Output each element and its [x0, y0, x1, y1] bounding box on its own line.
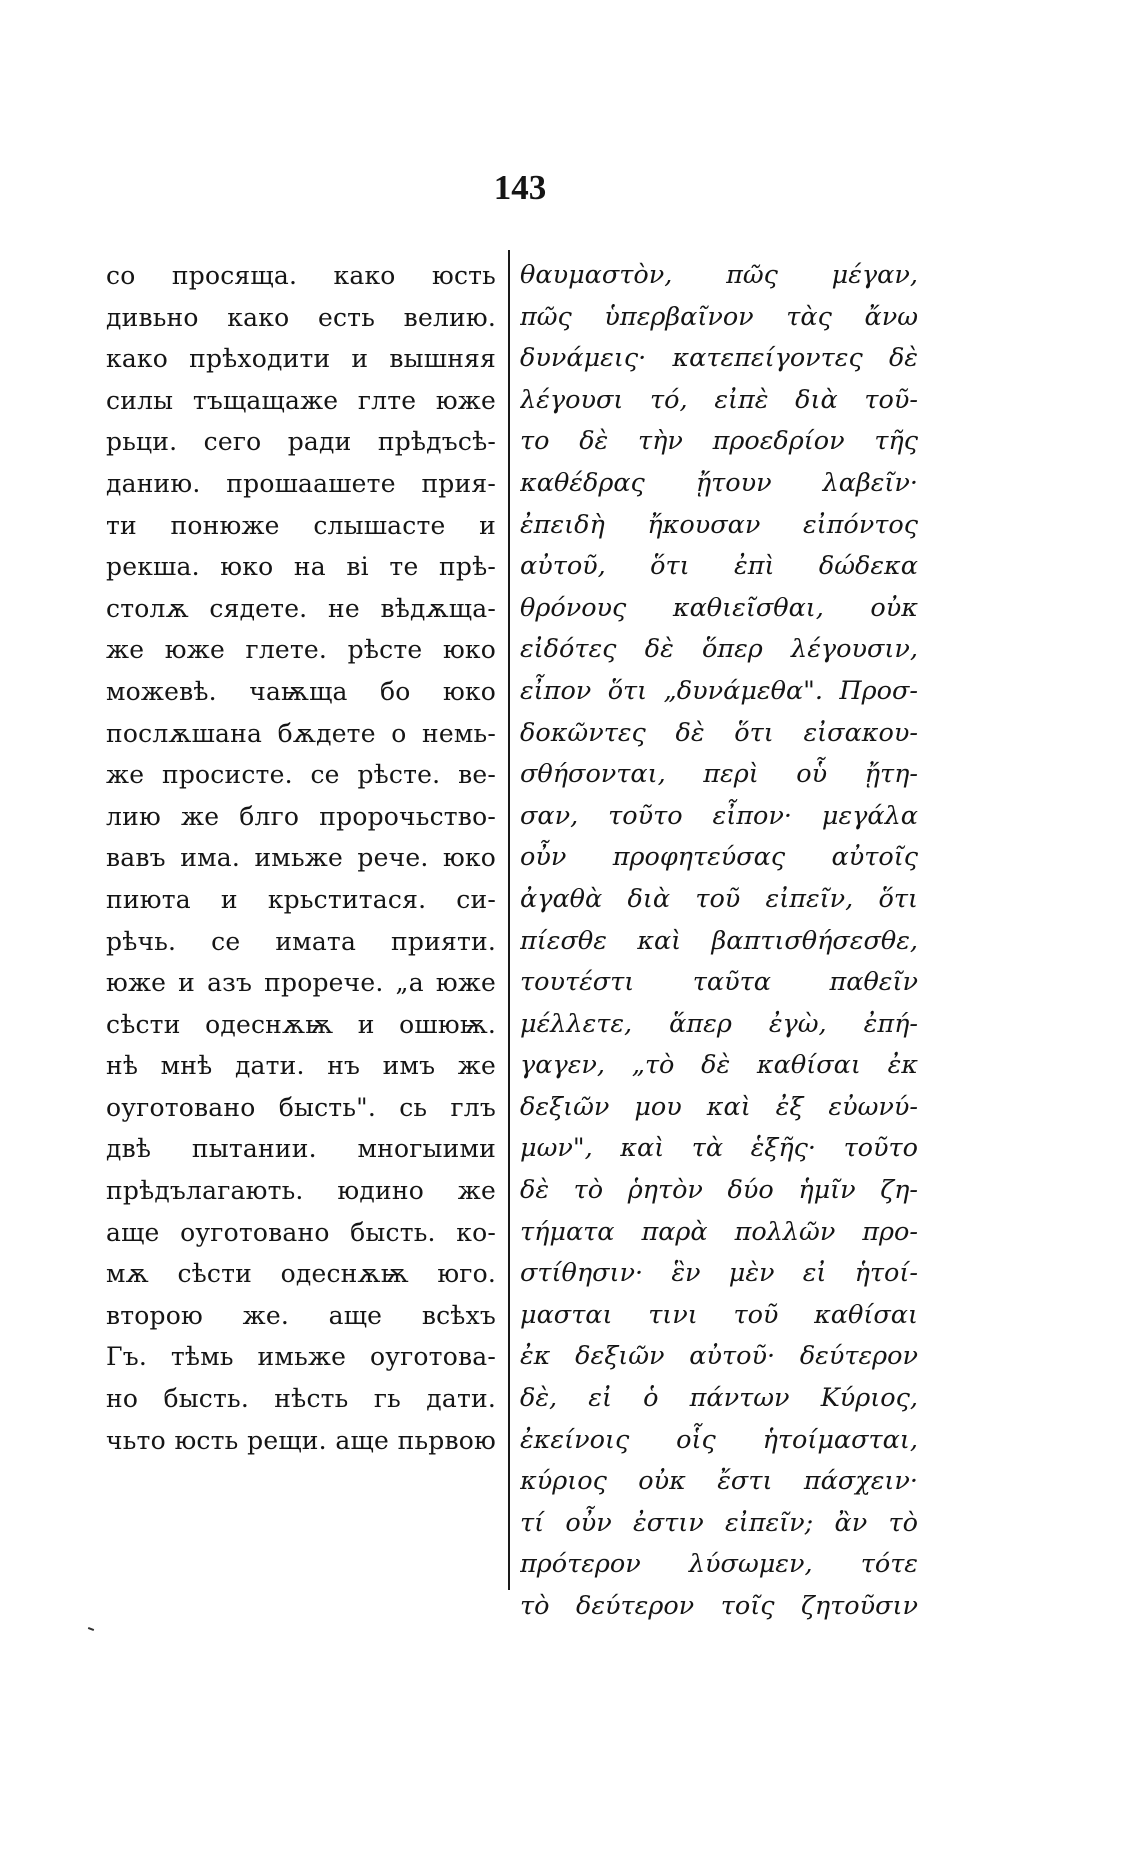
text-line: κύριος οὐκ ἔστι πάσχειν·: [520, 1466, 918, 1497]
text-line: рѣчь. се имата прияти.: [106, 926, 496, 956]
text-line: θρόνους καθιεῖσθαι, οὐκ: [520, 592, 918, 623]
text-line: со просяща. како юсть: [106, 261, 496, 290]
text-line: ти понюже слышасте и: [106, 510, 496, 540]
text-line: аще оуготовано бысть. ко-: [106, 1217, 496, 1247]
text-line: рекша. юко на ві те прѣ-: [106, 552, 496, 582]
text-line: данию. прошаашете прия-: [106, 468, 496, 498]
text-line: прѣдълагають. юдино же: [106, 1176, 496, 1206]
text-line: мѫ сѣсти одеснѫѭ юго.: [106, 1259, 496, 1289]
text-line: оуготовано бысть". сь глъ: [106, 1092, 496, 1122]
text-line: μασται τινι τοῦ καθίσαι: [520, 1299, 918, 1330]
text-line: δὲ τὸ ῥητὸν δύο ἡμῖν ζη-: [520, 1175, 918, 1206]
text-line: τουτέστι ταῦτα παθεῖν: [520, 967, 918, 998]
text-line: μων", καὶ τὰ ἑξῆς· τοῦτο: [520, 1133, 918, 1164]
text-line: сѣсти одеснѫѭ и ошюѭ.: [106, 1009, 496, 1039]
text-line: το δὲ τὴν προεδρίον τῆς: [520, 426, 918, 457]
text-line: σθήσονται, περὶ οὗ ᾔτη-: [520, 759, 918, 790]
text-line: λέγουσι τό, εἰπὲ διὰ τοῦ-: [520, 384, 918, 415]
text-line: εἰδότες δὲ ὅπερ λέγουσιν,: [520, 634, 918, 665]
text-line: δεξιῶν μου καὶ ἐξ εὐωνύ-: [520, 1091, 918, 1122]
text-line: лию же блго пророчьство-: [106, 801, 496, 831]
text-line: двѣ пытании. многыими: [106, 1134, 496, 1164]
text-line: τήματα παρὰ πολλῶν προ-: [520, 1216, 918, 1247]
text-line: послѫшана бѫдете о немь-: [106, 718, 496, 748]
text-line: вавъ има. имьже рече. юко: [106, 843, 496, 873]
text-line: второю же. аще всѣхъ: [106, 1300, 496, 1330]
text-line: πῶς ὑπερβαῖνον τὰς ἄνω: [520, 301, 918, 332]
text-line: οὖν προφητεύσας αὐτοῖς: [520, 842, 918, 873]
text-line: στίθησιν· ἓν μὲν εἰ ἡτοί-: [520, 1258, 918, 1289]
text-line: нѣ мнѣ дати. нъ имъ же: [106, 1051, 496, 1081]
text-line: дивьно како есть велию.: [106, 302, 496, 332]
text-line: можевѣ. чаѭща бо юко: [106, 676, 496, 706]
text-line: σαν, τοῦτο εἶπον· μεγάλα: [520, 800, 918, 831]
text-line: καθέδρας ᾔτουν λαβεῖν·: [520, 467, 918, 498]
text-line: пиюта и крьститася. си-: [106, 884, 496, 914]
text-line: како прѣходити и вышняя: [106, 344, 496, 374]
greek-column: [520, 255, 918, 1628]
text-line: же юже глете. рѣсте юко: [106, 635, 496, 665]
text-line: τί οὖν ἐστιν εἰπεῖν; ἂν τὸ: [520, 1507, 918, 1538]
page-number: 143: [493, 168, 547, 207]
ink-speck: [88, 1627, 94, 1631]
text-line: но бысть. нѣсть гь дати.: [106, 1384, 496, 1414]
text-line: ἐκείνοις οἷς ἡτοίμασται,: [520, 1424, 918, 1455]
church-slavonic-column: [106, 255, 496, 1461]
text-line: чьто юсть рещи. аще пьрвою: [106, 1425, 496, 1455]
text-line: ἀγαθὰ διὰ τοῦ εἰπεῖν, ὅτι: [520, 883, 918, 914]
text-line: ἐπειδὴ ἤκουσαν εἰπόντος: [520, 509, 918, 540]
text-line: Гъ. тѣмь имьже оуготова-: [106, 1342, 496, 1372]
text-line: πίεσθε καὶ βαπτισθήσεσθε,: [520, 925, 918, 956]
text-line: δοκῶντες δὲ ὅτι εἰσακου-: [520, 717, 918, 748]
text-line: δυνάμεις· κατεπείγοντες δὲ: [520, 343, 918, 374]
text-line: ἐκ δεξιῶν αὐτοῦ· δεύτερον: [520, 1341, 918, 1372]
text-line: столѫ сядете. не вѣдѫща-: [106, 593, 496, 623]
text-line: силы тъщащаже глте юже: [106, 385, 496, 415]
text-line: τὸ δεύτερον τοῖς ζητοῦσιν: [520, 1591, 918, 1621]
text-line: юже и азъ прорече. „а юже: [106, 968, 496, 998]
text-line: δὲ, εἰ ὁ πάντων Κύριος,: [520, 1383, 918, 1414]
text-line: αὐτοῦ, ὅτι ἐπὶ δώδεκα: [520, 551, 918, 582]
text-line: же просисте. се рѣсте. ве-: [106, 760, 496, 790]
text-line: μέλλετε, ἅπερ ἐγὼ, ἐπή-: [520, 1008, 918, 1039]
column-divider: [508, 250, 510, 1590]
text-line: εἶπον ὅτι „δυνάμεθα". Προσ-: [520, 675, 918, 706]
text-line: γαγεν, „τὸ δὲ καθίσαι ἐκ: [520, 1050, 918, 1081]
text-line: πρότερον λύσωμεν, τότε: [520, 1549, 918, 1580]
text-line: θαυμαστὸν, πῶς μέγαν,: [520, 260, 918, 290]
text-line: рьци. сего ради прѣдъсѣ-: [106, 427, 496, 457]
